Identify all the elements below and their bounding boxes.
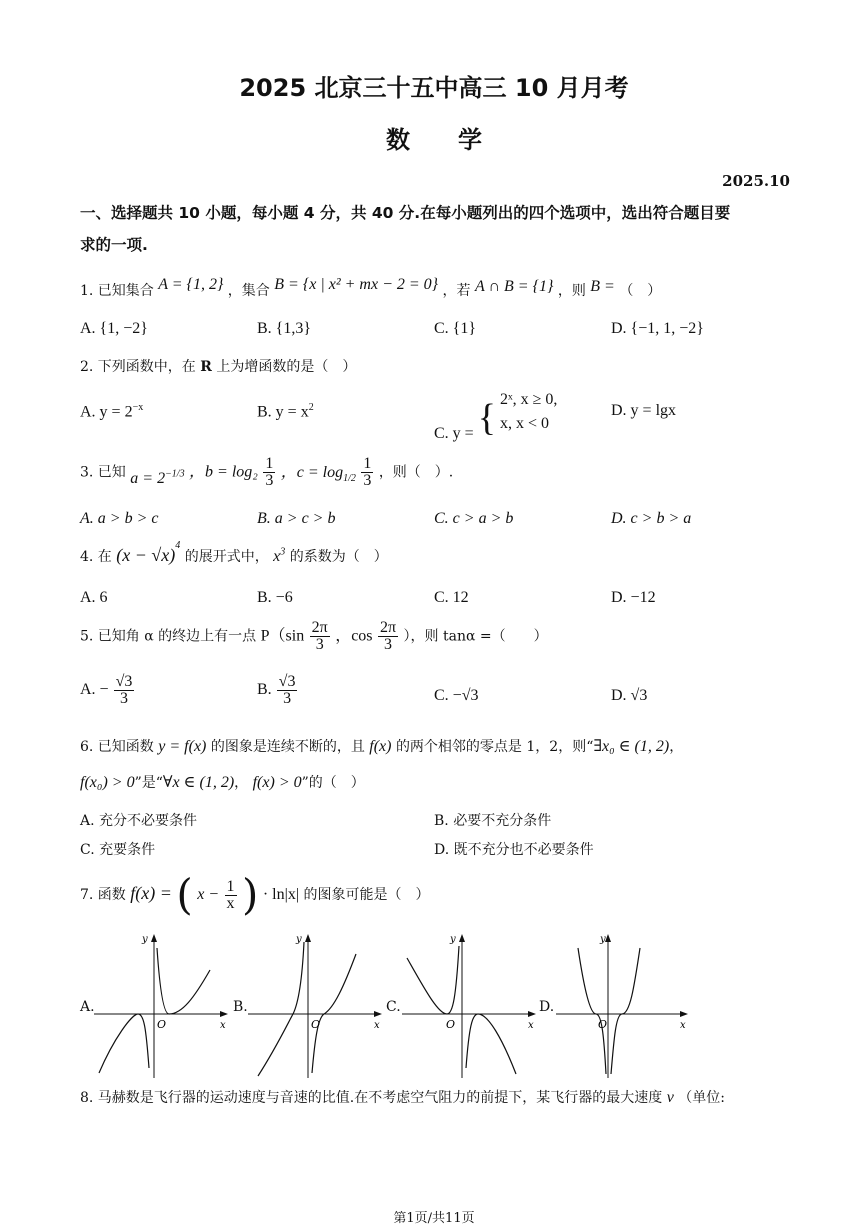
section-heading-line2: 求的一项. bbox=[80, 236, 148, 254]
q6-option-d[interactable]: D. 既不充分也不必要条件 bbox=[434, 842, 594, 858]
q8-var: v bbox=[666, 1089, 674, 1106]
q3-option-c[interactable]: C. c > a > b bbox=[434, 510, 514, 527]
q5-frac-2: $\frac{2\pi}{3}$ bbox=[379, 619, 397, 653]
q7-prefix: 7. 函数 bbox=[80, 887, 126, 903]
q5-option-b-frac: $\frac{√3}{3}$ bbox=[278, 673, 296, 707]
q1-bracket: （ ） bbox=[619, 283, 662, 299]
q6-line2-d: ， bbox=[234, 775, 249, 791]
q7-graph-c-axis-y: y bbox=[450, 934, 456, 945]
q6-line2-b: ”是“ bbox=[134, 775, 163, 791]
q2-option-b-label: B. y = x bbox=[257, 403, 309, 421]
q3-a: $a = 2^{-1/3}$ bbox=[130, 468, 185, 487]
q2-option-a-exp: −x bbox=[132, 402, 144, 413]
q7-graph-b-svg bbox=[248, 928, 388, 1078]
q5-option-b-label: B. bbox=[257, 681, 272, 699]
q6-line1-e: ， bbox=[669, 739, 684, 755]
q4-suffix: 的系数为（ ） bbox=[289, 549, 388, 565]
q3-prefix: 3. 已知 bbox=[80, 464, 126, 481]
subject-title: 数 学 bbox=[386, 126, 482, 154]
q2-option-a-label: A. y = 2 bbox=[80, 403, 133, 421]
q7-option-a-label[interactable]: A. bbox=[80, 999, 95, 1015]
q6-line2-e: f(x) > 0 bbox=[252, 774, 302, 791]
q2-text-a: 2. 下列函数中，在 bbox=[80, 359, 201, 375]
q7-lparen: ( bbox=[176, 870, 193, 919]
q4-option-a[interactable]: A. 6 bbox=[80, 589, 108, 606]
q5-option-a[interactable] bbox=[80, 674, 135, 707]
section-heading-line1: 一、选择题共 10 小题，每小题 4 分，共 40 分.在每小题列出的四个选项中，选出符合题目要 bbox=[80, 204, 731, 222]
q3-suffix: ，则（ ）. bbox=[378, 464, 454, 481]
q1-option-b[interactable]: B. {1,3} bbox=[257, 320, 312, 337]
q1-option-c[interactable]: C. {1} bbox=[434, 320, 477, 337]
q2-option-c-brace: { bbox=[477, 397, 496, 439]
q8-tail: （单位: bbox=[678, 1090, 725, 1106]
q6-line1-f: y = f(x) bbox=[158, 738, 207, 755]
q4-term: $x^3$ bbox=[273, 546, 286, 565]
q6-line1-c: 的两个相邻的零点是 1，2，则“ bbox=[395, 739, 594, 755]
q7-graph-d-svg bbox=[556, 928, 696, 1078]
q2-option-c[interactable] bbox=[434, 388, 558, 442]
q7-graph-a-origin: O bbox=[157, 1018, 167, 1031]
q5-frac-1: $\frac{2\pi}{3}$ bbox=[311, 619, 328, 653]
q7-graph-a-axis-y: y bbox=[142, 934, 148, 945]
q5-mid: ，cos bbox=[335, 627, 373, 645]
q3-stem bbox=[80, 456, 453, 489]
q6-line2 bbox=[80, 772, 365, 792]
q7-graph-d-axis-y: y bbox=[600, 934, 606, 945]
exam-title: 2025 北京三十五中高三 10 月月考 bbox=[239, 74, 629, 102]
q1-stem bbox=[80, 276, 662, 300]
q7-graph-c[interactable] bbox=[402, 928, 542, 1078]
q5-suffix: ），则 tanα =（ ） bbox=[403, 628, 548, 645]
q7-graph-d[interactable] bbox=[556, 928, 696, 1078]
q1-cond-pre: ，若 bbox=[442, 283, 471, 299]
q6-line1-a: 6. 已知函数 bbox=[80, 739, 154, 755]
q3-option-b[interactable]: B. a > c > b bbox=[257, 510, 336, 527]
q2-option-c-label: C. y = bbox=[434, 425, 474, 442]
q6-line1 bbox=[80, 736, 683, 756]
q5-option-d[interactable]: D. √3 bbox=[611, 687, 648, 704]
q1-set-b: B = {x | x² + mx − 2 = 0} bbox=[274, 276, 439, 293]
q3-b: ，b = log₂ bbox=[189, 463, 258, 481]
q7-graph-d-axis-x: x bbox=[680, 1020, 686, 1031]
q6-line1-d: ∃x₀ ∈ (1, 2) bbox=[593, 738, 670, 755]
q2-stem bbox=[80, 356, 356, 376]
q6-line1-fx: f(x) bbox=[369, 738, 392, 755]
q4-option-d[interactable]: D. −12 bbox=[611, 589, 656, 606]
q2-text-r: R bbox=[200, 359, 212, 375]
q7-stem bbox=[80, 870, 429, 922]
q6-line2-f: ”的（ ） bbox=[301, 775, 365, 791]
q7-graph-a-axis-x: x bbox=[220, 1020, 226, 1031]
q3-option-d[interactable]: D. c > b > a bbox=[611, 510, 692, 527]
q4-expr: $(x - √x)^4$ bbox=[116, 540, 181, 565]
q7-graph-b[interactable] bbox=[248, 928, 388, 1078]
q7-graph-b-axis-x: x bbox=[374, 1020, 380, 1031]
q7-ln: · ln|x| bbox=[262, 886, 300, 903]
q7-rparen: ) bbox=[242, 870, 259, 919]
q7-graph-a[interactable] bbox=[94, 928, 234, 1078]
q2-option-d[interactable]: D. y = lgx bbox=[611, 402, 677, 419]
q3-c: ，$c = \log_{1/2}$ bbox=[280, 463, 356, 484]
q5-option-a-label: A. − bbox=[80, 681, 109, 699]
q5-stem bbox=[80, 620, 548, 653]
q2-option-c-line2: x, x < 0 bbox=[499, 415, 549, 432]
q7-fx: f(x) = bbox=[130, 883, 172, 903]
q4-mid: 的展开式中， bbox=[184, 549, 269, 565]
q1-cond: A ∩ B = {1} bbox=[474, 278, 554, 295]
q7-option-c-label[interactable]: C. bbox=[386, 999, 401, 1015]
q8-stem bbox=[80, 1087, 725, 1107]
q1-option-a[interactable]: A. {1, −2} bbox=[80, 320, 148, 337]
q5-point: P（sin bbox=[260, 627, 305, 645]
q4-option-b[interactable]: B. −6 bbox=[257, 589, 293, 606]
q5-option-b[interactable] bbox=[257, 674, 298, 707]
q1-ask-expr: B = bbox=[590, 278, 615, 295]
q8-text: 8. 马赫数是飞行器的运动速度与音速的比值.在不考虑空气阻力的前提下，某飞行器的最大速度 bbox=[80, 1090, 663, 1106]
exam-date: 2025.10 bbox=[722, 172, 790, 190]
q7-x-minus: x − bbox=[197, 886, 220, 903]
q6-line2-a: f(x₀) > 0 bbox=[80, 774, 135, 791]
q4-prefix: 4. 在 bbox=[80, 549, 112, 565]
q2-text-b: 上为增函数的是（ ） bbox=[211, 359, 357, 375]
q7-suffix: 的图象可能是（ ） bbox=[303, 887, 430, 903]
q7-graph-c-svg bbox=[402, 928, 542, 1078]
q7-graph-a-svg bbox=[94, 928, 234, 1078]
q7-frac: $\frac{1}{x}$ bbox=[226, 877, 235, 912]
q2-option-b-exp: 2 bbox=[308, 402, 314, 413]
q3-option-a[interactable]: A. a > b > c bbox=[80, 510, 159, 527]
q7-graph-d-origin: O bbox=[598, 1018, 608, 1031]
q4-stem bbox=[80, 540, 388, 566]
q6-line1-b: 的图象是连续不断的，且 bbox=[210, 739, 365, 755]
q3-b-frac: $\frac{1}{3}$ bbox=[265, 455, 274, 489]
q3-c-frac: $\frac{1}{3}$ bbox=[363, 455, 372, 489]
q6-option-a[interactable]: A. 充分不必要条件 bbox=[80, 813, 198, 829]
q1-ask: ，则 bbox=[557, 283, 586, 299]
q7-graph-b-origin: O bbox=[311, 1018, 321, 1031]
q5-prefix: 5. 已知角 α 的终边上有一点 bbox=[80, 628, 257, 645]
q1-mid: ，集合 bbox=[227, 283, 270, 299]
q7-option-d-label[interactable]: D. bbox=[539, 999, 555, 1015]
q7-graph-c-origin: O bbox=[446, 1018, 456, 1031]
q7-graph-b-axis-y: y bbox=[296, 934, 302, 945]
q7-option-b-label[interactable]: B. bbox=[233, 999, 248, 1015]
q5-option-c[interactable]: C. −√3 bbox=[434, 687, 479, 704]
q2-option-c-line1: 2ˣ, x ≥ 0, bbox=[499, 391, 558, 408]
q4-option-c[interactable]: C. 12 bbox=[434, 589, 469, 606]
q6-option-c[interactable]: C. 充要条件 bbox=[80, 842, 156, 858]
q2-option-b[interactable] bbox=[257, 402, 314, 421]
page-footer: 第1页/共11页 bbox=[393, 1211, 475, 1226]
q7-graph-c-axis-x: x bbox=[528, 1020, 534, 1031]
q1-prefix: 1. 已知集合 bbox=[80, 283, 154, 299]
q6-option-b[interactable]: B. 必要不充分条件 bbox=[434, 813, 552, 829]
q1-option-d[interactable]: D. {−1, 1, −2} bbox=[611, 320, 704, 337]
q1-set-a: A = {1, 2} bbox=[158, 276, 224, 293]
q5-option-a-frac: $\frac{√3}{3}$ bbox=[115, 673, 133, 707]
q6-line2-c: ∀x ∈ (1, 2) bbox=[162, 774, 235, 791]
q2-option-a[interactable] bbox=[80, 402, 143, 421]
